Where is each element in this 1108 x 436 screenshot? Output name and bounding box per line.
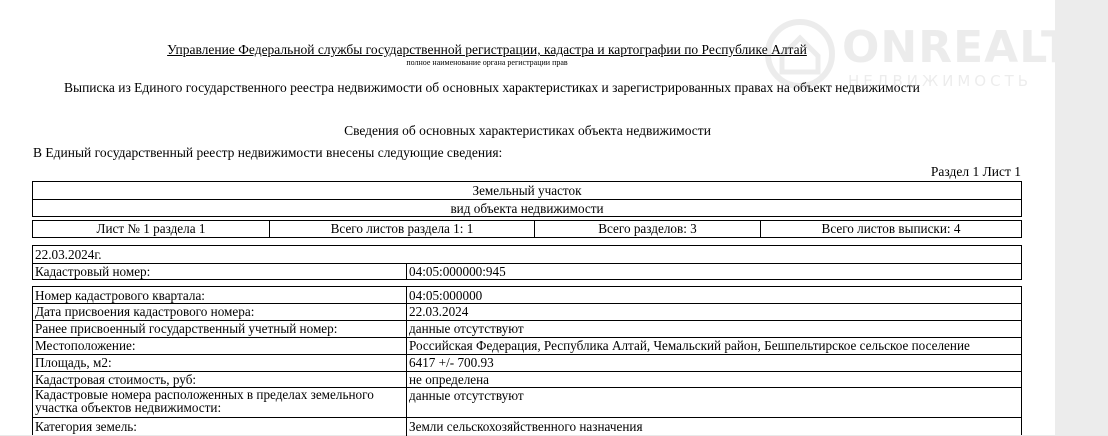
detail-label-continued: участка объектов недвижимости: [35,400,222,415]
details-table [32,286,1022,435]
watermark-brand: ONREALT [842,22,1072,73]
detail-label: Площадь, м2: [35,355,112,370]
detail-label: Номер кадастрового квартала: [35,288,205,303]
detail-value: 22.03.2024 [409,304,469,319]
viewer-background [1055,0,1108,435]
sheet-number: Лист № 1 раздела 1 [96,221,206,236]
object-type: Земельный участок [472,183,582,198]
detail-label: Местоположение: [35,338,136,353]
section-title: Сведения об основных характеристиках объекта недвижимости [344,123,711,138]
detail-value: 6417 +/- 700.93 [409,355,494,370]
detail-value: не определена [409,372,490,387]
authority-caption: полное наименование органа регистрации прав [406,58,568,67]
sheet-info-row [32,220,1022,238]
intro-text: В Единый государственный реестр недвижимости внесены следующие сведения: [33,145,503,160]
detail-label: Кадастровая стоимость, руб: [35,372,197,387]
watermark-subtitle: НЕДВИЖИМОСТЬ [848,72,1033,90]
total-sections: Всего разделов: 3 [598,221,697,236]
extract-title: Выписка из Единого государственного реестра недвижимости об основных характеристиках и зарегистрированных правах на объект недвижимости [64,80,920,95]
cadastral-number-label: Кадастровый номер: [35,264,151,279]
detail-value: 04:05:000000 [409,288,483,303]
detail-label: Дата присвоения кадастрового номера: [35,304,255,319]
detail-value: данные отсутствуют [409,321,524,336]
detail-label: Категория земель: [35,419,137,434]
detail-label: Кадастровые номера расположенных в пределах земельного [35,387,374,402]
cadastral-number-value: 04:05:000000:945 [409,264,506,279]
authority-name: Управление Федеральной службы государственной регистрации, кадастра и картографии по Республике Алтай [167,42,807,57]
object-type-caption: вид объекта недвижимости [450,201,604,216]
section-reference: Раздел 1 Лист 1 [930,164,1021,179]
object-type-box [32,181,1022,217]
total-sheets-section: Всего листов раздела 1: 1 [330,221,474,236]
total-sheets-extract: Всего листов выписки: 4 [821,221,961,236]
detail-value: данные отсутствуют [409,388,524,403]
detail-value: Российская Федерация, Республика Алтай, Чемальский район, Бешпельтирское сельское поселение [409,338,970,353]
record-box [32,245,1022,280]
record-date: 22.03.2024г. [35,247,102,262]
detail-label: Ранее присвоенный государственный учетный номер: [35,321,338,336]
detail-value: Земли сельскохозяйственного назначения [409,419,643,434]
